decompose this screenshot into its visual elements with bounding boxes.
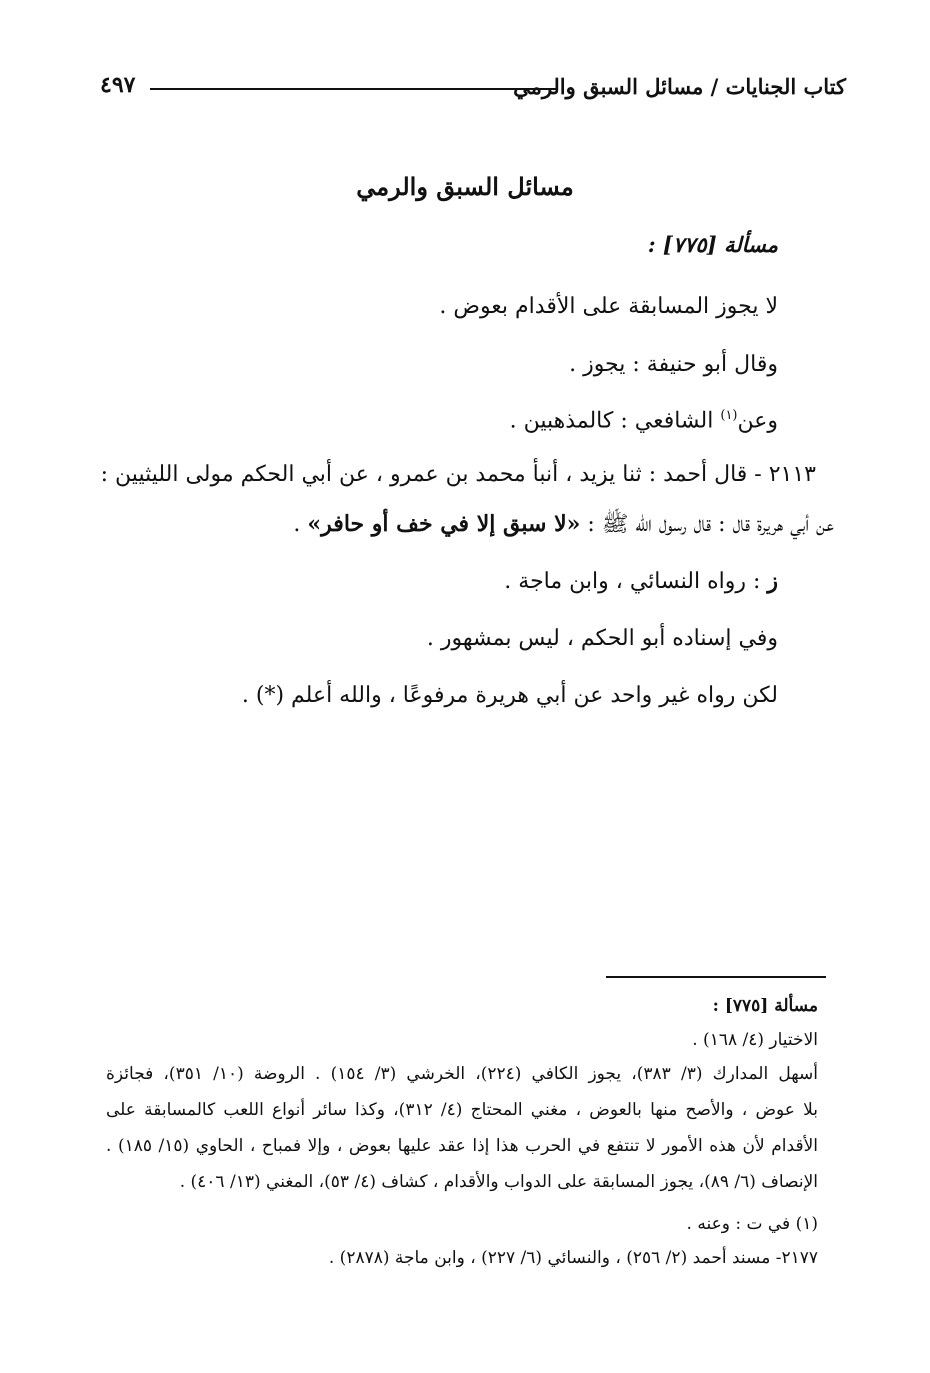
shafii-opinion: [510, 408, 778, 433]
footnote-para-line: الأقدام لأن هذه الأمور لا تنتفع في الحرب هذا إذا عقد عليها بعوض ، وإلا فمباح ، الحاوي (١٥/ ١٨٥) .: [106, 1136, 818, 1156]
footnote-rule: [606, 976, 826, 978]
closing-remark: لكن رواه غير واحد عن أبي هريرة مرفوعًا ، والله أعلم (*) .: [241, 683, 778, 708]
zawaid-mark: ز: [767, 568, 778, 594]
hadith-end: .: [293, 512, 308, 537]
footnote-1: (١) في ت : وعنه .: [686, 1214, 818, 1234]
footnote-para-line: أسهل المدارك (٣/ ٣٨٣)، يجوز الكافي (٢٢٤)، الخرشي (٣/ ١٥٤) . الروضة (١٠/ ٣٥١)، فجائزة: [106, 1064, 819, 1084]
masala-heading: مسألة [٧٧٥] :: [647, 232, 778, 257]
header-rule: [150, 88, 556, 90]
shafii-post: الشافعي : كالمذهبين .: [509, 408, 721, 434]
footnote-takhrij: ٢١٧٧- مسند أحمد (٢/ ٢٥٦) ، والنسائي (٦/ ٢٢٧) ، وابن ماجة (٢٨٧٨) .: [328, 1248, 818, 1268]
footnote-heading: مسألة [٧٧٥] :: [712, 996, 818, 1016]
isnad-comment: وفي إسناده أبو الحكم ، ليس بمشهور .: [426, 626, 778, 651]
chapter-title: كتاب الجنايات / مسائل السبق والرمي: [513, 74, 846, 99]
shafii-pre: وعن: [737, 408, 778, 434]
running-header: [100, 72, 846, 108]
takhrij-text: : رواه النسائي ، وابن ماجة .: [504, 569, 768, 594]
page-number: ٤٩٧: [100, 72, 136, 98]
ruling-statement: لا يجوز المسابقة على الأقدام بعوض .: [439, 294, 778, 319]
footnote-ikhtiyar: الاختيار (٤/ ١٦٨) .: [692, 1030, 818, 1050]
takhrij-line: [504, 568, 778, 594]
section-title: مسائل السبق والرمي: [356, 172, 574, 201]
footnote-ref-1[interactable]: (١): [720, 408, 738, 423]
hadith-matn-line: [293, 510, 834, 542]
hanafi-opinion: وقال أبو حنيفة : يجوز .: [569, 352, 778, 377]
footnote-para-line: الإنصاف (٦/ ٨٩)، يجوز المسابقة على الدواب والأقدام ، كشاف (٤/ ٥٣)، المغني (١٣/ ٤٠٦) .: [179, 1172, 818, 1192]
footnote-para-line: بلا عوض ، والأصح منها بالعوض ، مغني المحتاج (٤/ ٣١٢)، وكذا سائر أنواع اللعب كالمسابقة على: [106, 1100, 818, 1120]
hadith-isnad-line: ٢١١٣ - قال أحمد : ثنا يزيد ، أنبأ محمد بن عمرو ، عن أبي الحكم مولى الليثيين :: [100, 462, 816, 487]
hadith-intro: عن أبي هريرة قال : قال رسول الله ﷺ :: [580, 512, 834, 537]
hadith-text: «لا سبق إلا في خف أو حافر»: [307, 511, 581, 537]
